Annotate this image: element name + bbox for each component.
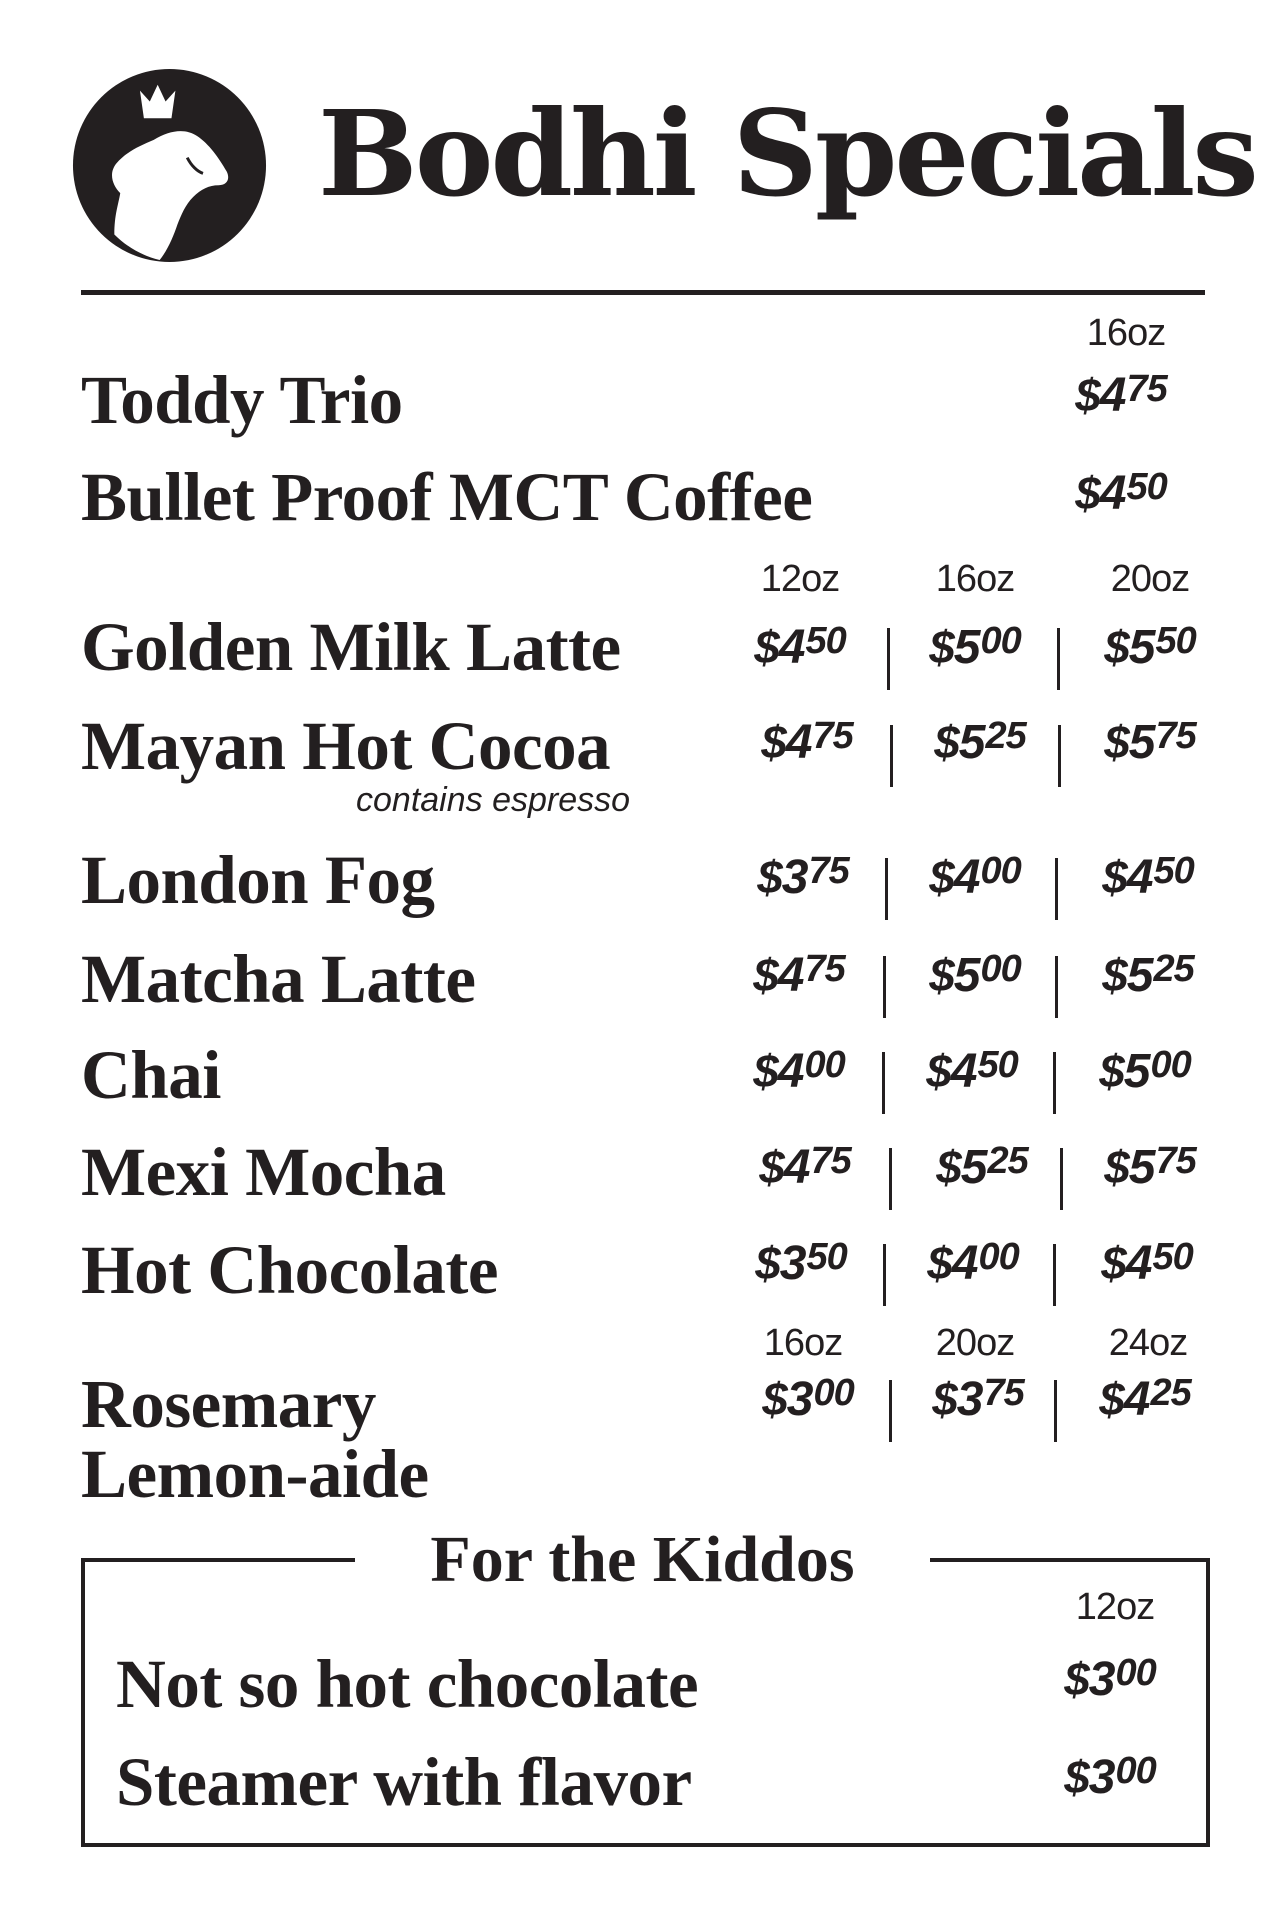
menu-item-price bbox=[714, 950, 884, 1000]
currency-symbol: $ bbox=[762, 1373, 787, 1425]
currency-symbol: $ bbox=[753, 1045, 778, 1097]
price-dollars: 4 bbox=[777, 1045, 804, 1098]
currency-symbol: $ bbox=[1104, 621, 1129, 673]
price-divider bbox=[1053, 1244, 1056, 1306]
currency-symbol: $ bbox=[929, 949, 954, 1001]
price-cents: 50 bbox=[1153, 850, 1194, 892]
menu-item-price bbox=[718, 852, 888, 902]
price-cents: 00 bbox=[980, 850, 1021, 892]
price-cents: 25 bbox=[985, 715, 1026, 757]
size-header: 12oz bbox=[760, 558, 840, 600]
price-dollars: 5 bbox=[958, 716, 985, 769]
kiddos-item-name: Not so hot chocolate bbox=[116, 1646, 699, 1722]
menu-item-price bbox=[1063, 852, 1233, 902]
price-dollars: 4 bbox=[1125, 1237, 1152, 1290]
price-cents: 50 bbox=[1152, 1236, 1193, 1278]
price-dollars: 4 bbox=[1126, 851, 1153, 904]
currency-symbol: $ bbox=[1104, 1141, 1129, 1193]
menu-item-price bbox=[714, 1046, 884, 1096]
menu-item-price bbox=[895, 717, 1065, 767]
price-dollars: 5 bbox=[1128, 1141, 1155, 1194]
currency-symbol: $ bbox=[1099, 1373, 1124, 1425]
price-dollars: 4 bbox=[777, 949, 804, 1002]
menu-item-price bbox=[723, 1374, 893, 1424]
currency-symbol: $ bbox=[927, 1237, 952, 1289]
currency-symbol: $ bbox=[1102, 949, 1127, 1001]
price-cents: 75 bbox=[1155, 715, 1196, 757]
price-dollars: 4 bbox=[950, 1045, 977, 1098]
price-divider bbox=[889, 1380, 892, 1442]
price-dollars: 3 bbox=[956, 1373, 983, 1426]
size-header: 24oz bbox=[1108, 1322, 1188, 1364]
currency-symbol: $ bbox=[759, 1141, 784, 1193]
crowned-dog-logo-icon bbox=[71, 67, 268, 264]
menu-item-price bbox=[1062, 1238, 1232, 1288]
price-divider bbox=[1053, 1052, 1056, 1114]
price-cents: 50 bbox=[805, 620, 846, 662]
menu-item-name: Hot Chocolate bbox=[81, 1232, 499, 1308]
price-cents: 75 bbox=[983, 1372, 1024, 1414]
price-divider bbox=[883, 956, 886, 1018]
price-divider bbox=[1055, 956, 1058, 1018]
price-divider bbox=[885, 858, 888, 920]
price-dollars: 4 bbox=[778, 621, 805, 674]
price-dollars: 3 bbox=[786, 1373, 813, 1426]
menu-item-name: Bullet Proof MCT Coffee bbox=[81, 459, 813, 535]
price-dollars: 5 bbox=[1126, 949, 1153, 1002]
menu-item-price bbox=[1065, 1142, 1235, 1192]
size-header: 16oz bbox=[935, 558, 1015, 600]
price-dollars: 3 bbox=[781, 851, 808, 904]
currency-symbol: $ bbox=[929, 851, 954, 903]
price-dollars: 4 bbox=[785, 716, 812, 769]
price-divider bbox=[1054, 1380, 1057, 1442]
menu-item-price bbox=[897, 1142, 1067, 1192]
currency-symbol: $ bbox=[934, 716, 959, 768]
menu-item-name: Golden Milk Latte bbox=[81, 609, 621, 685]
menu-item-name: Lemon-aide bbox=[81, 1436, 429, 1512]
menu-item-price bbox=[890, 622, 1060, 672]
price-dollars: 4 bbox=[953, 851, 980, 904]
price-cents: 25 bbox=[1150, 1372, 1191, 1414]
price-cents: 50 bbox=[1155, 620, 1196, 662]
size-header: 12oz bbox=[1075, 1586, 1155, 1628]
menu-item-price bbox=[1063, 950, 1233, 1000]
price-dollars: 5 bbox=[953, 949, 980, 1002]
currency-symbol: $ bbox=[753, 949, 778, 1001]
price-dollars: 3 bbox=[1088, 1653, 1115, 1706]
menu-item-price bbox=[1060, 1374, 1230, 1424]
currency-symbol: $ bbox=[757, 851, 782, 903]
price-cents: 75 bbox=[812, 715, 853, 757]
size-header: 16oz bbox=[763, 1322, 843, 1364]
price-dollars: 5 bbox=[1128, 716, 1155, 769]
price-cents: 50 bbox=[1126, 466, 1167, 508]
price-dollars: 5 bbox=[1123, 1045, 1150, 1098]
kiddos-item-name: Steamer with flavor bbox=[116, 1744, 692, 1820]
menu-item-price bbox=[1065, 622, 1235, 672]
price-divider bbox=[890, 725, 893, 787]
currency-symbol: $ bbox=[1075, 369, 1100, 421]
menu-item-price bbox=[890, 852, 1060, 902]
size-header: 20oz bbox=[935, 1322, 1015, 1364]
price-cents: 25 bbox=[987, 1140, 1028, 1182]
price-dollars: 5 bbox=[960, 1141, 987, 1194]
price-cents: 00 bbox=[980, 948, 1021, 990]
currency-symbol: $ bbox=[761, 716, 786, 768]
kiddos-item-price bbox=[1025, 1752, 1195, 1802]
price-divider bbox=[882, 1052, 885, 1114]
price-dollars: 4 bbox=[1099, 369, 1126, 422]
currency-symbol: $ bbox=[929, 621, 954, 673]
currency-symbol: $ bbox=[754, 621, 779, 673]
size-header: 20oz bbox=[1110, 558, 1190, 600]
price-cents: 75 bbox=[810, 1140, 851, 1182]
kiddos-item-price bbox=[1025, 1654, 1195, 1704]
currency-symbol: $ bbox=[926, 1045, 951, 1097]
price-divider bbox=[1057, 628, 1060, 690]
price-cents: 75 bbox=[1126, 368, 1167, 410]
price-cents: 75 bbox=[808, 850, 849, 892]
price-divider bbox=[1055, 858, 1058, 920]
currency-symbol: $ bbox=[1101, 1237, 1126, 1289]
menu-item-name: Mexi Mocha bbox=[81, 1134, 446, 1210]
currency-symbol: $ bbox=[1104, 716, 1129, 768]
price-cents: 00 bbox=[978, 1236, 1019, 1278]
menu-item-name: Rosemary bbox=[81, 1366, 376, 1442]
menu-item-name: Mayan Hot Cocoa bbox=[81, 708, 611, 784]
price-cents: 50 bbox=[806, 1236, 847, 1278]
price-cents: 50 bbox=[977, 1044, 1018, 1086]
menu-item-note: contains espresso bbox=[356, 781, 631, 819]
currency-symbol: $ bbox=[1064, 1751, 1089, 1803]
menu-item-price bbox=[888, 1238, 1058, 1288]
currency-symbol: $ bbox=[1064, 1653, 1089, 1705]
price-divider bbox=[889, 1148, 892, 1210]
price-cents: 00 bbox=[804, 1044, 845, 1086]
price-cents: 00 bbox=[1115, 1652, 1156, 1694]
price-cents: 00 bbox=[1115, 1750, 1156, 1792]
price-dollars: 4 bbox=[1123, 1373, 1150, 1426]
currency-symbol: $ bbox=[1102, 851, 1127, 903]
header-divider bbox=[81, 290, 1205, 295]
price-cents: 00 bbox=[980, 620, 1021, 662]
price-dollars: 5 bbox=[953, 621, 980, 674]
price-divider bbox=[1060, 1148, 1063, 1210]
menu-item-name: Chai bbox=[81, 1037, 221, 1113]
size-header: 16oz bbox=[1086, 312, 1166, 354]
menu-item-price bbox=[715, 622, 885, 672]
price-dollars: 3 bbox=[1088, 1751, 1115, 1804]
currency-symbol: $ bbox=[755, 1237, 780, 1289]
price-divider bbox=[883, 1244, 886, 1306]
menu-item-price bbox=[720, 1142, 890, 1192]
price-dollars: 4 bbox=[1099, 467, 1126, 520]
kiddos-heading: For the Kiddos bbox=[355, 1528, 930, 1592]
currency-symbol: $ bbox=[1099, 1045, 1124, 1097]
menu-item-price bbox=[722, 717, 892, 767]
menu-item-price bbox=[1060, 1046, 1230, 1096]
menu-item-price bbox=[893, 1374, 1063, 1424]
menu-item-name: London Fog bbox=[81, 842, 435, 918]
price-cents: 25 bbox=[1153, 948, 1194, 990]
currency-symbol: $ bbox=[936, 1141, 961, 1193]
menu-item-price bbox=[890, 950, 1060, 1000]
menu-item-price bbox=[1036, 370, 1206, 420]
menu-item-name: Toddy Trio bbox=[81, 362, 403, 438]
currency-symbol: $ bbox=[932, 1373, 957, 1425]
menu-item-price bbox=[887, 1046, 1057, 1096]
price-divider bbox=[1058, 725, 1061, 787]
price-cents: 75 bbox=[1155, 1140, 1196, 1182]
menu-item-price bbox=[1036, 468, 1206, 518]
menu-item-name: Matcha Latte bbox=[81, 941, 476, 1017]
price-cents: 00 bbox=[1150, 1044, 1191, 1086]
price-cents: 75 bbox=[804, 948, 845, 990]
page-title: Bodhi Specials bbox=[318, 84, 1256, 223]
price-dollars: 5 bbox=[1128, 621, 1155, 674]
price-cents: 00 bbox=[813, 1372, 854, 1414]
currency-symbol: $ bbox=[1075, 467, 1100, 519]
price-dollars: 4 bbox=[951, 1237, 978, 1290]
menu-item-price bbox=[1065, 717, 1235, 767]
menu-item-price bbox=[716, 1238, 886, 1288]
price-dollars: 4 bbox=[783, 1141, 810, 1194]
price-dollars: 3 bbox=[779, 1237, 806, 1290]
